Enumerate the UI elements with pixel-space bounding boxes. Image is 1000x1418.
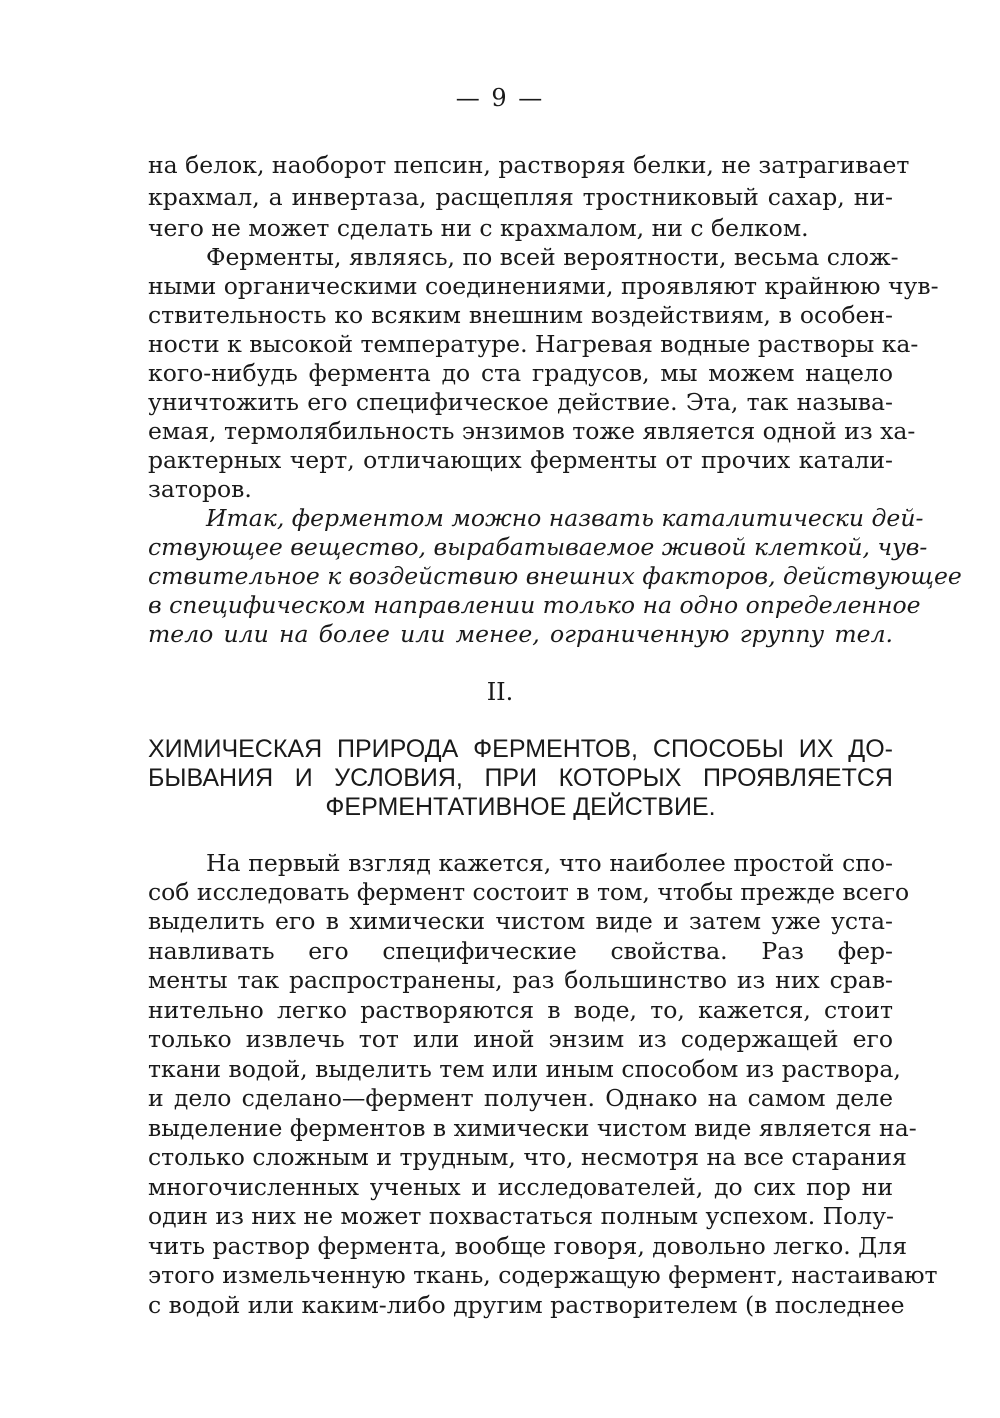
page-number: — 9 — (455, 84, 545, 112)
text-line: с водой или каким-либо другим растворителем (в последнее (148, 1291, 905, 1319)
text-line: уничтожить его специфическое действие. Эта, так называ- (148, 388, 893, 416)
text-line: крахмал, а инвертаза, расщепляя тростниковый сахар, ни- (148, 183, 893, 211)
text-line: рактерных черт, отличающих ферменты от прочих катали- (148, 446, 893, 474)
text-line: выделить его в химически чистом виде и затем уже уста- (148, 907, 893, 935)
text-line: ствующее вещество, вырабатываемое живой клеткой, чув- (148, 533, 928, 561)
text-line: чить раствор фермента, вообще говоря, довольно легко. Для (148, 1232, 908, 1260)
text-line: в специфическом направлении только на одно определенное (148, 591, 921, 619)
text-line: емая, термолябильность энзимов тоже является одной из ха- (148, 417, 916, 445)
text-line: и дело сделано—фермент получен. Однако на самом деле (148, 1084, 893, 1112)
text-line: ствительность ко всяким внешним воздействиям, в особен- (148, 301, 893, 329)
text-line: кого-нибудь фермента до ста градусов, мы можем нацело (148, 359, 893, 387)
heading-line: ФЕРМЕНТАТИВНОЕ ДЕЙСТВИЕ. (325, 793, 716, 821)
text-line: этого измельченную ткань, содержащую фермент, настаивают (148, 1261, 938, 1289)
text-line: навливать его специфические свойства. Раз фер- (148, 937, 893, 965)
text-line: соб исследовать фермент состоит в том, чтобы прежде всего (148, 878, 910, 906)
heading-line: ХИМИЧЕСКАЯ ПРИРОДА ФЕРМЕНТОВ, СПОСОБЫ ИХ ДО- (148, 735, 893, 763)
text-line: менты так распространены, раз большинство из них срав- (148, 966, 893, 994)
text-line: ткани водой, выделить тем или иным способом из раствора, (148, 1055, 901, 1083)
text-line: нительно легко растворяются в воде, то, кажется, стоит (148, 996, 893, 1024)
text-line: выделение ферментов в химически чистом виде является на- (148, 1114, 917, 1142)
section-number: II. (486, 678, 514, 706)
text-line: тело или на более или менее, ограниченную группу тел. (148, 620, 893, 648)
text-line: только извлечь тот или иной энзим из содержащей его (148, 1025, 893, 1053)
text-line: один из них не может похвастаться полным успехом. Полу- (148, 1202, 894, 1230)
text-line: заторов. (148, 475, 252, 503)
heading-line: БЫВАНИЯ И УСЛОВИЯ, ПРИ КОТОРЫХ ПРОЯВЛЯЕТСЯ (148, 764, 893, 792)
text-line: на белок, наоборот пепсин, растворяя белки, не затрагивает (148, 151, 910, 179)
text-line: Ферменты, являясь, по всей вероятности, весьма слож- (206, 243, 899, 271)
text-line: чего не может сделать ни с крахмалом, ни с белком. (148, 214, 809, 242)
text-line: ствительное к воздействию внешних факторов, действующее (148, 562, 962, 590)
text-line: На первый взгляд кажется, что наиболее простой спо- (206, 849, 893, 877)
text-line: столько сложным и трудным, что, несмотря на все старания (148, 1143, 907, 1171)
text-line: ности к высокой температуре. Нагревая водные растворы ка- (148, 330, 919, 358)
text-line: Итак, ферментом можно назвать каталитически дей- (206, 504, 924, 532)
text-line: ными органическими соединениями, проявляют крайнюю чув- (148, 272, 939, 300)
text-line: многочисленных ученых и исследователей, до сих пор ни (148, 1173, 893, 1201)
